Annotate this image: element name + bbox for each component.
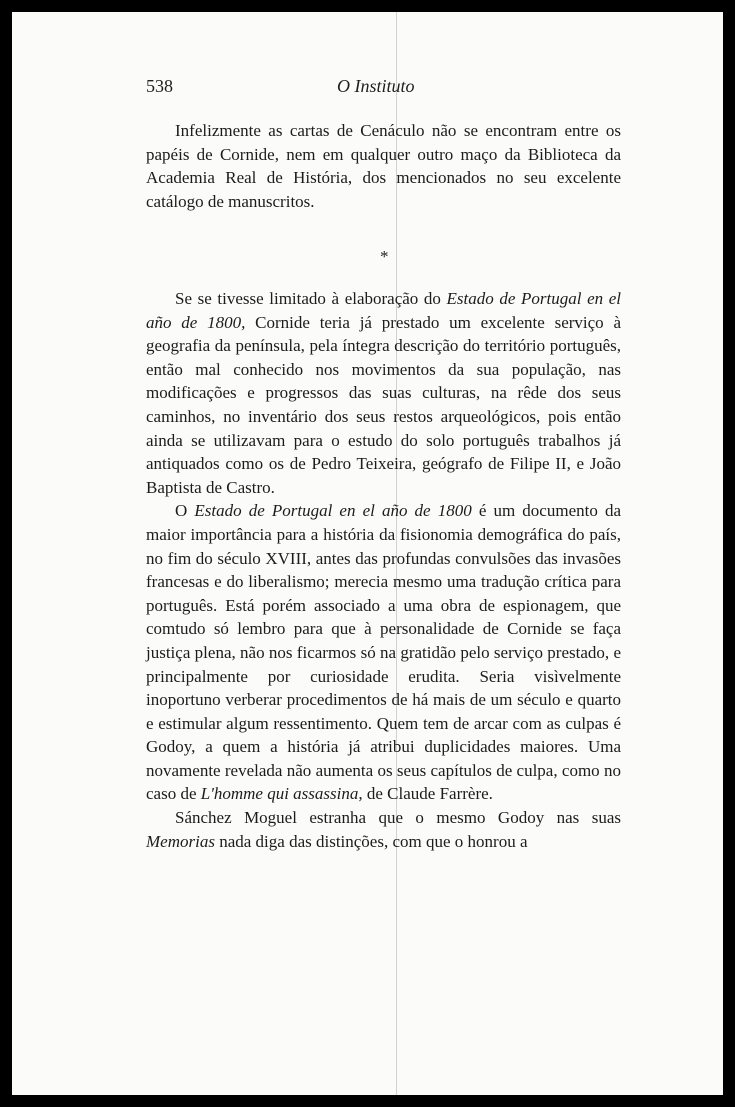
text-run: Cornide teria já prestado um excelente serviço à geografia da península, pela íntegra descrição do território português, então mal conhecido nos movimentos da sua população, nas modificações e progressos das suas culturas, na rêde dos seus caminhos, no inventário dos seus restos arqueológicos, pois então ainda se utilizavam para o estudo do solo português trabalhos já antiquados como os de Pedro Teixeira, geógrafo de Filipe II, e João Baptista de Castro.: [146, 312, 622, 497]
section-separator: *: [380, 247, 389, 266]
text-run: O: [175, 501, 195, 521]
text-run: é um documento da maior importância para a história da fisionomia demográfica do país, no fim do século XVIII, antes das profundas convulsões das invasões francesas e do liberalismo; merecia mesmo uma tradução crítica para português. Está porém associado a uma obra de espionagem, que comtudo só lembro para que à personalidade de Cornide se faça justiça plena, não nos ficarmos só na gratidão pelo serviço prestado, e principalmente por curiosidade erudita. Seria visìvelmente inoportuno verberar procedimentos de há mais de um século e quarto e estimular algum ressentimento. Quem tem de arcar com as culpas é Godoy, a quem a história já atribui duplicidades maiores. Uma novamente revelada não aumenta os seus capítulos de culpa, como no caso de: [146, 501, 621, 804]
running-title: O Instituto: [337, 76, 415, 96]
text-run: Se se tivesse limitado à elaboração do: [175, 289, 447, 308]
title-italic: Estado de Portugal en el año de 1800,: [146, 289, 622, 332]
paragraph: Infelizmente as cartas de Cenáculo não se encontram entre os papéis de Cornide, nem em qualquer outro maço da Biblioteca da Academia Real de História, dos mencionados no seu excelente catálogo de manuscritos.: [146, 121, 621, 211]
title-italic: Estado de Portugal en el año de 1800: [194, 501, 472, 521]
text-run: de Claude Farrère.: [362, 784, 493, 804]
page: [12, 12, 723, 1095]
title-italic: L'homme qui assassina,: [200, 784, 363, 804]
paragraph-intro: [146, 119, 621, 213]
paragraph: [146, 287, 621, 499]
page-header: [146, 76, 621, 100]
text-run: Sánchez Moguel estranha que o mesmo Godoy nas suas: [175, 808, 621, 828]
title-italic: Memorias: [146, 831, 215, 851]
paragraph: [146, 499, 621, 806]
body-text: [146, 287, 621, 853]
paragraph: [146, 806, 621, 853]
page-number: 538: [146, 76, 173, 96]
text-run: nada diga das distinções, com que o honrou a: [214, 831, 528, 851]
